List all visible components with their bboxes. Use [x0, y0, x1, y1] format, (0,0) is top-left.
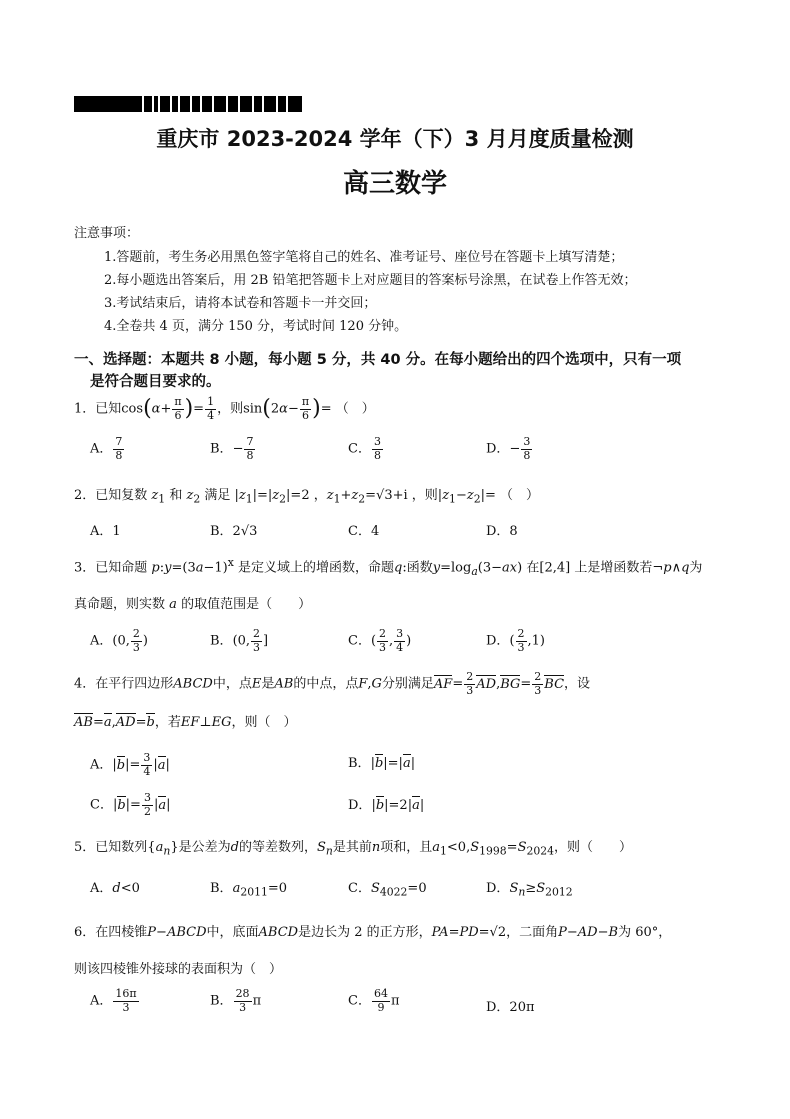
q5-option-d: D．$S_n\ge S_{2012}$ [486, 881, 573, 899]
notice-heading: 注意事项： [74, 226, 140, 241]
q2-option-c: C．4 [348, 524, 380, 539]
q3-option-c: C．( $\frac{2}{3}$ , $\frac{3}{4}$ ) [348, 627, 412, 654]
subject-title: 高三数学 [342, 169, 447, 199]
q2-option-d: D．8 [486, 524, 518, 539]
notice-item-1: 1.答题前，考生务必用黑色签字笔将自己的姓名、准考证号、座位号在答题卡上填写清楚； [104, 250, 624, 265]
section-heading-line1: 一、选择题：本题共 8 小题，每小题 5 分，共 40 分。在每小题给出的四个选项中，只有一项 [74, 352, 682, 368]
q2-option-a: A．1 [90, 524, 121, 539]
question-5: 5．已知数列$\{a_n\}$是公差为d的等差数列，$S_n$是其前n项和，且$a_1<0,S_{1998}=S_{2024}$，则（ ） [74, 840, 633, 858]
q5-option-b: B．$a_{2011}=0$ [210, 881, 288, 899]
section-heading-line2: 是符合题目要求的。 [90, 374, 221, 390]
question-4-line2: AB=a,AD=b，若EF⊥EG，则（ ） [74, 715, 297, 730]
barcode [74, 96, 302, 112]
notice-item-4: 4.全卷共 4 页，满分 150 分，考试时间 120 分钟。 [104, 319, 408, 334]
q6-option-c: C． $\frac{64}{9}$ π [348, 987, 400, 1014]
question-4-line1: 4．在平行四边形ABCD中，点E是AB的中点，点F,G分别满足AF= $\frac{2}{3}$ AD,BG= $\frac{2}{3}$ BC，设 [74, 670, 591, 697]
q6-option-b: B． $\frac{28}{3}$ π [210, 987, 262, 1014]
q5-option-a: A．d<0 [90, 881, 140, 896]
question-6-line2: 则该四棱锥外接球的表面积为（ ） [74, 962, 283, 977]
question-3-line1: 3．已知命题 $p:y=(3a-1)^x$ 是定义域上的增函数，命题q:函数$y=\log_a(3-ax)$ 在[2,4] 上是增函数若¬p∧q为 [74, 556, 703, 578]
q5-option-c: C．$S_{4022}=0$ [348, 881, 427, 899]
q2-option-b: B．2√3 [210, 524, 258, 539]
q3-option-a: A．(0, $\frac{2}{3}$ ) [90, 627, 148, 654]
notice-item-3: 3.考试结束后，请将本试卷和答题卡一并交回； [104, 296, 377, 311]
question-1: 1．已知cos(α+ $\frac{\pi}{6}$ )= $\frac{1}{4}$ ，则sin(2α− $\frac{\pi}{6}$ )= （ ） [74, 395, 375, 422]
q6-option-d: D．20π [486, 1000, 535, 1015]
q3-option-b: B．(0, $\frac{2}{3}$ ] [210, 627, 269, 654]
question-2: 2．已知复数 $z_1$ 和 $z_2$ 满足 $|z_1|=|z_2|=2$ ，$z_1+z_2=√3+i$ ，则$|z_1-z_2|=$ （ ） [74, 488, 540, 506]
question-3-line2: 真命题，则实数 a 的取值范围是（ ） [74, 597, 312, 612]
q1-option-c: C． $\frac{3}{8}$ [348, 435, 381, 462]
q4-option-a: A．|b|= $\frac{3}{4}$ |a| [90, 751, 170, 778]
q3-option-d: D．( $\frac{2}{3}$ ,1) [486, 627, 545, 654]
exam-title: 重庆市 2023-2024 学年（下）3 月月度质量检测 [156, 127, 634, 151]
notice-item-2: 2.每小题选出答案后，用 2B 铅笔把答题卡上对应题目的答案标号涂黑，在试卷上作答无效； [104, 273, 637, 288]
question-6-line1: 6．在四棱锥P−ABCD中，底面ABCD是边长为 2 的正方形，PA=PD=√2，二面角P−AD−B为 60°， [74, 925, 672, 940]
q4-option-d: D．|b|=2|a| [348, 798, 425, 813]
q4-option-c: C．|b|= $\frac{3}{2}$ |a| [90, 791, 171, 818]
q1-option-d: D．− $\frac{3}{8}$ [486, 435, 531, 462]
q6-option-a: A． $\frac{16\pi}{3}$ [90, 987, 137, 1014]
q1-option-b: B．− $\frac{7}{8}$ [210, 435, 254, 462]
q1-option-a: A． $\frac{7}{8}$ [90, 435, 123, 462]
q4-option-b: B．|b|=|a| [348, 756, 416, 771]
